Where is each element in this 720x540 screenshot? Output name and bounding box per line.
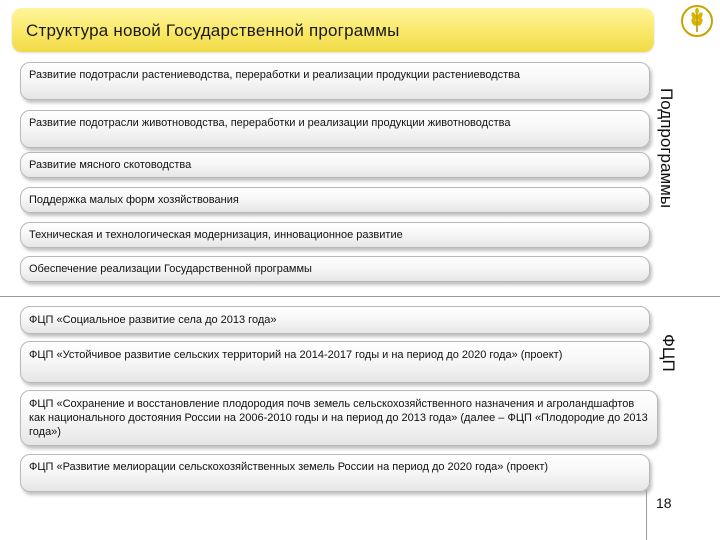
subprogram-item-text: Поддержка малых форм хозяйствования [29, 194, 239, 206]
subprogram-item [20, 152, 650, 178]
fcp-item [20, 341, 650, 383]
section-divider [0, 296, 720, 297]
subprogram-item-text: Обеспечение реализации Государственной программы [29, 263, 312, 275]
subprogram-item-text: Развитие подотрасли животноводства, переработки и реализации продукции животноводства [29, 117, 511, 129]
subprogram-item-text: Развитие подотрасли растениеводства, переработки и реализации продукции растениеводства [29, 69, 520, 81]
fcp-item-text: ФЦП «Устойчивое развитие сельских территорий на 2014-2017 годы и на период до 2020 года» (проект) [29, 349, 563, 361]
fcp-label: ФЦП [659, 334, 678, 372]
subprogram-item [20, 256, 650, 282]
title-bar [12, 8, 654, 52]
subprograms-label: Подпрограммы [657, 88, 676, 209]
slide-title: Структура новой Государственной программы [26, 21, 400, 40]
page-number-separator [646, 490, 647, 540]
fcp-item [20, 306, 650, 334]
page-number: 18 [656, 495, 672, 511]
subprogram-item [20, 62, 650, 100]
subprogram-item [20, 222, 650, 248]
subprogram-item-text: Развитие мясного скотоводства [29, 159, 192, 171]
fcp-item-text: ФЦП «Сохранение и восстановление плодородия почв земель сельскохозяйственного назначения и агроландшафтов как национального достояния России на 2006-2010 годы и на период до 2013 года» (далее – ФЦП «Плодородие до 2013 года») [29, 398, 648, 438]
subprogram-item [20, 187, 650, 213]
fcp-item-text: ФЦП «Социальное развитие села до 2013 года» [29, 314, 277, 326]
subprogram-item [20, 110, 650, 148]
subprogram-item-text: Техническая и технологическая модернизация, инновационное развитие [29, 229, 403, 241]
wheat-ear-icon [680, 4, 714, 38]
fcp-item [20, 390, 658, 446]
fcp-item [20, 454, 650, 492]
fcp-item-text: ФЦП «Развитие мелиорации сельскохозяйственных земель России на период до 2020 года» (проект) [29, 461, 549, 473]
